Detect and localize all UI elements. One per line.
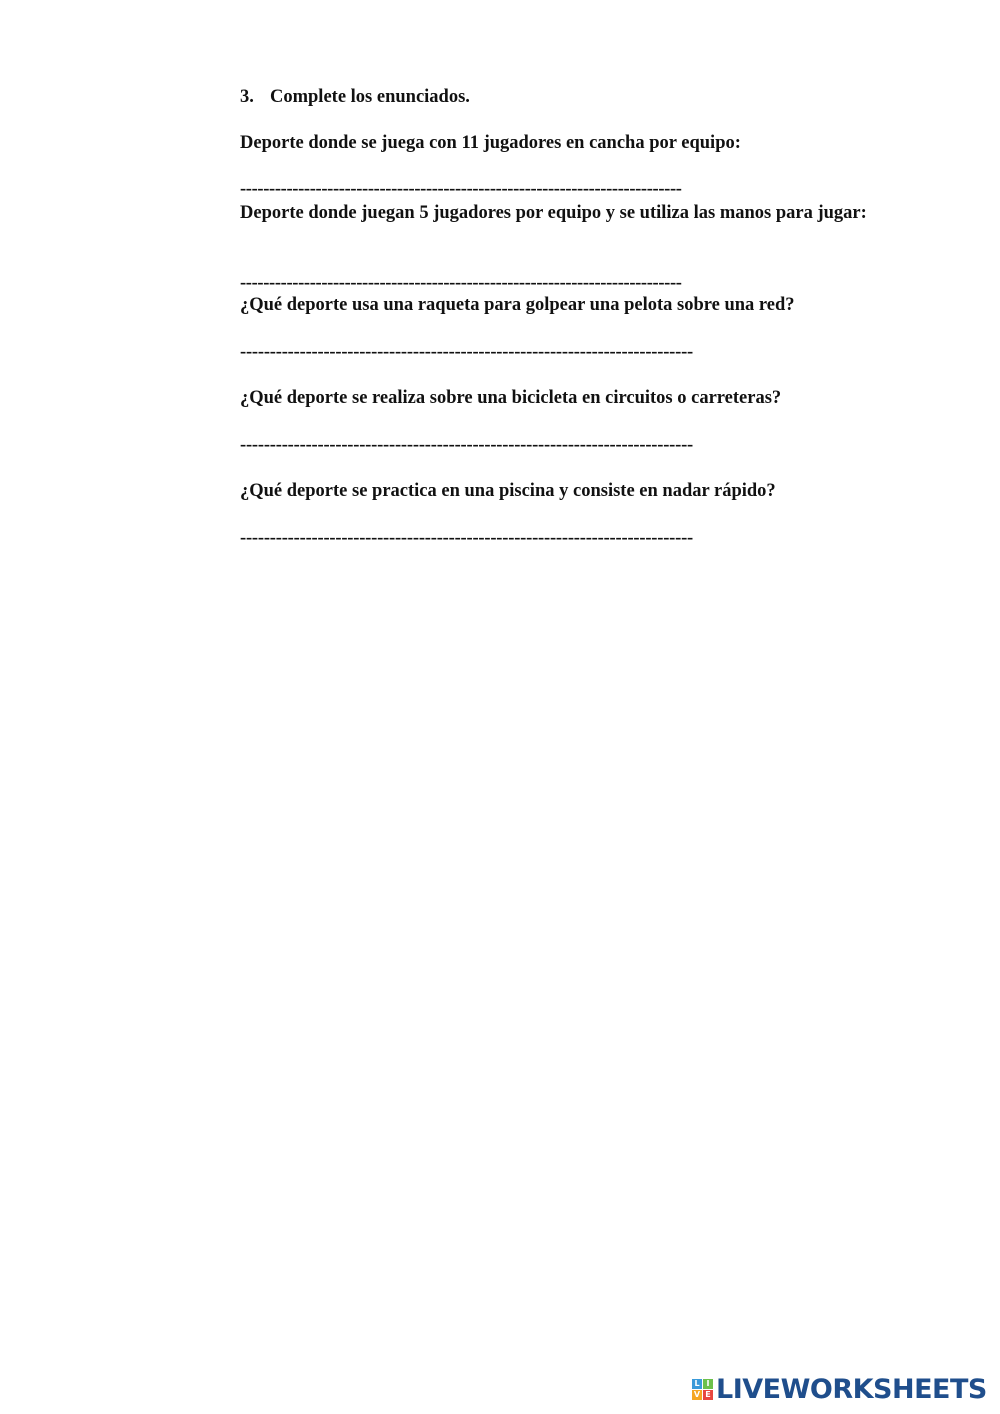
- question-5: ¿Qué deporte se practica en una piscina y consiste en nadar rápido?: [240, 481, 776, 501]
- section-heading: [240, 85, 470, 109]
- logo-tile-i: I: [703, 1379, 713, 1389]
- question-1: Deporte donde se juega con 11 jugadores en cancha por equipo:: [240, 133, 741, 153]
- question-3: ¿Qué deporte usa una raqueta para golpear una pelota sobre una red?: [240, 295, 795, 315]
- liveworksheets-logo: [692, 1374, 987, 1404]
- answer-line-3[interactable]: ----------------------------------------------------------------------------: [240, 342, 694, 362]
- liveworksheets-wordmark: LIVEWORKSHEETS: [716, 1373, 987, 1405]
- logo-tile-e: E: [703, 1390, 713, 1400]
- section-title: Complete los enunciados.: [270, 87, 470, 107]
- answer-line-5[interactable]: ----------------------------------------------------------------------------: [240, 528, 694, 548]
- section-number: 3.: [240, 87, 254, 107]
- question-2: Deporte donde juegan 5 jugadores por equipo y se utiliza las manos para jugar:: [240, 203, 867, 223]
- answer-line-2[interactable]: ----------------------------------------------------------------------------: [240, 273, 682, 293]
- logo-tile-v: V: [693, 1389, 701, 1399]
- question-4: ¿Qué deporte se realiza sobre una bicicleta en circuitos o carreteras?: [240, 388, 782, 408]
- logo-tile-l: L: [692, 1379, 702, 1389]
- answer-line-4[interactable]: ----------------------------------------------------------------------------: [240, 435, 694, 455]
- liveworksheets-logo-icon: [692, 1379, 713, 1400]
- answer-line-1[interactable]: ----------------------------------------------------------------------------: [240, 179, 682, 199]
